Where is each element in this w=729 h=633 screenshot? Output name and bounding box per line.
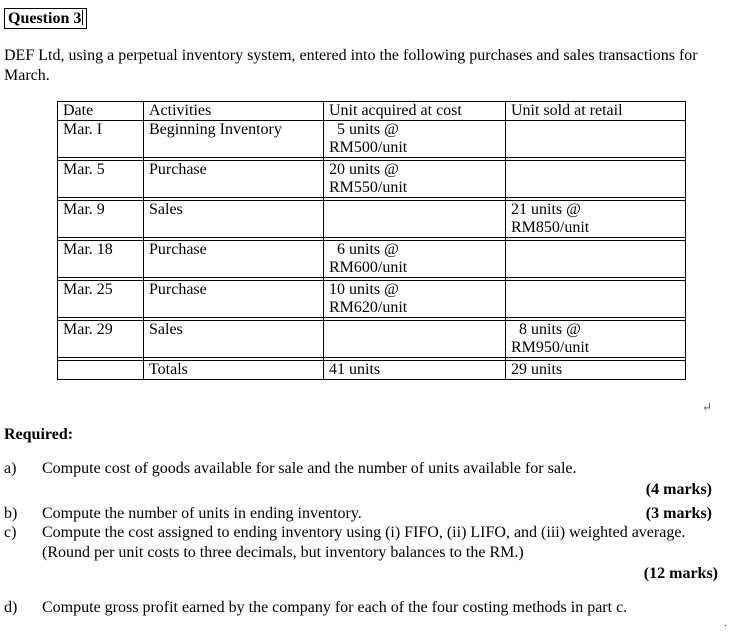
table-row [58,321,686,358]
table-row [58,201,686,238]
totals-sold: 29 units [506,361,686,380]
acquired-price: RM550/unit [329,179,408,196]
acquired-price: RM500/unit [329,139,408,156]
cell-sold [506,241,686,278]
cell-activity: Purchase [144,281,324,318]
totals-row [58,361,686,380]
cell-activity: Sales [144,201,324,238]
cell-date: Mar. 9 [58,201,144,238]
cell-activity: Beginning Inventory [144,121,324,158]
cell-acquired [324,161,506,198]
table-row [58,121,686,158]
cell-sold [506,281,686,318]
totals-date [58,361,144,380]
item-text: Compute gross profit earned by the company for each of the four costing methods in part c. [42,599,628,616]
item-label: b) [4,505,18,522]
cell-sold [506,201,686,238]
item-c-marks: (12 marks) [643,565,718,582]
item-text: Compute the cost assigned to ending inventory using (i) FIFO, (ii) LIFO, and (iii) weighted average. (Round per unit costs to three decimals, but inventory balances to the RM.) [42,524,686,561]
cell-date: Mar. 29 [58,321,144,358]
acquired-qty: 10 units @ [329,281,399,298]
acquired-qty: 6 units @ [337,241,399,258]
paragraph-mark-icon: ↵ [702,400,713,414]
cell-acquired [324,201,506,238]
totals-label: Totals [144,361,324,380]
cell-date: Mar. I [58,121,144,158]
item-b-marks: (3 marks) [645,505,712,522]
acquired-qty: 20 units @ [329,161,399,178]
cell-sold [506,161,686,198]
cell-activity: Sales [144,321,324,358]
cell-acquired [324,321,506,358]
cell-activity: Purchase [144,241,324,278]
acquired-price: RM620/unit [329,299,408,316]
header-unit-sold: Unit sold at retail [506,102,686,121]
item-label: c) [4,524,17,541]
cell-sold [506,321,686,358]
cell-acquired [324,121,506,158]
cell-activity: Purchase [144,161,324,198]
acquired-price: RM600/unit [329,259,408,276]
cell-acquired [324,281,506,318]
header-activities: Activities [144,102,324,121]
header-unit-acquired: Unit acquired at cost [324,102,506,121]
cell-date: Mar. 25 [58,281,144,318]
transactions-table [57,101,686,380]
table-row [58,161,686,198]
cell-acquired [324,241,506,278]
cell-sold [506,121,686,158]
table-header-row [58,102,686,121]
cell-date: Mar. 18 [58,241,144,278]
sold-qty: 21 units @ [511,201,581,218]
item-text: Compute the number of units in ending inventory. [42,505,362,522]
text-cursor [82,10,83,25]
sold-qty: 8 units @ [519,321,581,338]
margin-dot: . [724,618,727,629]
cell-date: Mar. 5 [58,161,144,198]
intro-paragraph: DEF Ltd, using a perpetual inventory system, entered into the following purchases and sales transactions for March. [4,47,698,84]
table-row [58,281,686,318]
sold-price: RM850/unit [511,219,590,236]
item-a-marks: (4 marks) [645,481,712,498]
question-title: Question 3 [4,8,87,29]
table-row [58,241,686,278]
item-text: Compute cost of goods available for sale and the number of units available for sale. [42,460,577,477]
item-label: d) [4,599,18,616]
header-date: Date [58,102,144,121]
totals-acquired: 41 units [324,361,506,380]
acquired-qty: 5 units @ [337,121,399,138]
item-label: a) [4,460,17,477]
sold-price: RM950/unit [511,339,590,356]
required-heading: Required: [4,426,74,443]
